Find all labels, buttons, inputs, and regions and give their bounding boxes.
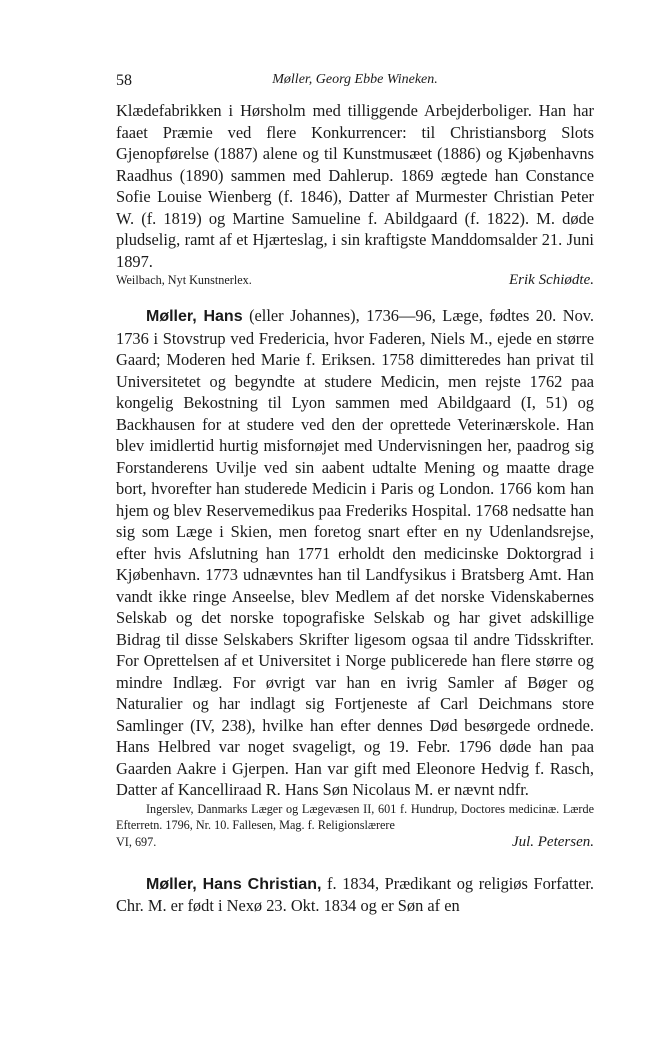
entry-text: f. 1834, Prædikant og religiøs Forfatter. Chr. M. er født i Nexø 23. Okt. 1834 og er Søn af en <box>116 873 594 915</box>
entry-sources-row <box>116 834 594 851</box>
entry-headword: Møller, Hans Christian, <box>146 875 322 893</box>
entry-headword: Møller, Hans <box>146 308 243 325</box>
page-number: 58 <box>116 72 132 89</box>
page-header <box>116 72 594 94</box>
entry-text: (eller Johannes), 1736—96, Læge, fødtes 20. Nov. 1736 i Stovstrup ved Fredericia, hvor Faderen, Niels M., ejede en større Gaard; Moderen hed Marie f. Eriksen. 1758 dimitteredes han privat til Universitetet og begyndte at studere Medicin, men rejste 1762 paa kongelig Bekostning til Lyon sammen med Abildgaard (I, 51) og Backhausen for at studere ved den der oprettede Veterinærskole. Han blev imidlertid hurtig misfornøjet med Undervisningen her, paadrog sig Forstanderens Uvilje ved sin aabent udtalte Mening og maatte drage bort, hvorefter han studerede Medicin i Paris og London. 1766 kom han hjem og blev Reservemedikus paa Frederiks Hospital. 1768 nedsatte han sig som Læge i Skien, men foretog snart efter en ny Udenlandsrejse, efter hvis Afslutning han 1771 erholdt den medicinske Doktorgrad i Kjøbenhavn. 1773 udnævntes han til Landfysikus i Bratsberg Amt. Han vandt ikke ringe Anseelse, blev Medlem af det norske Videnskabernes Selskab og det norske topografiske Selskab og har givet adskillige Bidrag til disse Selskabers Skrifter ligesom ogsaa til andre Tidsskrifter. For Oprettelsen af et Universitet i Norge publicerede han flere større og mindre Indlæg. For øvrigt var han en ivrig Samler af Bøger og Naturalier og har indlagt sig Fortjeneste af Carl Deichmans store Samlinger (IV, 238), hvilke han efter dennes Død besørgede ordnede. Hans Helbred var noget svageligt, og 19. Febr. 1796 døde han paa Gaarden Aakre i Gjerpen. Han var gift med Eleonore Hedvig f. Rasch, Datter af Kancelliraad R. Hans Søn Nicolaus M. er nævnt ndfr. <box>116 306 594 799</box>
entry-author: Jul. Petersen. <box>511 833 594 850</box>
entry-author: Erik Schiødte. <box>509 272 594 288</box>
running-title: Møller, Georg Ebbe Wineken. <box>272 72 438 87</box>
page-body <box>116 100 594 917</box>
entry-sources-row <box>116 272 594 289</box>
entry-sources: Weilbach, Nyt Kunstnerlex. <box>116 273 252 287</box>
entry-moller-hans-christian <box>116 873 594 917</box>
entry-moller-hans <box>116 305 594 801</box>
entry-sources: Ingerslev, Danmarks Læger og Lægevæsen II, 601 f. Hundrup, Doctores medicinæ. Lærde Efterretn. 1796, Nr. 10. Fallesen, Mag. f. Religionslærere <box>116 801 594 832</box>
entry-continuation-text: Klædefabrikken i Hørsholm med tilliggende Arbejderboliger. Han har faaet Præmie ved flere Konkurrencer: til Christiansborg Slots Gjenopførelse (1887) alene og til Kunstmusæet (1886) og Kjøbenhavns Raadhus (1890) sammen med Dahlerup. 1869 ægtede han Constance Sofie Louise Wienberg (f. 1846), Datter af Murmester Christian Peter W. (f. 1819) og Martine Samueline f. Abildgaard (f. 1822). M. døde pludselig, ramt af et Hjærteslag, i sin kraftigste Manddomsalder 21. Juni 1897. <box>116 101 594 271</box>
entry-sources-cont: VI, 697. <box>116 834 157 849</box>
